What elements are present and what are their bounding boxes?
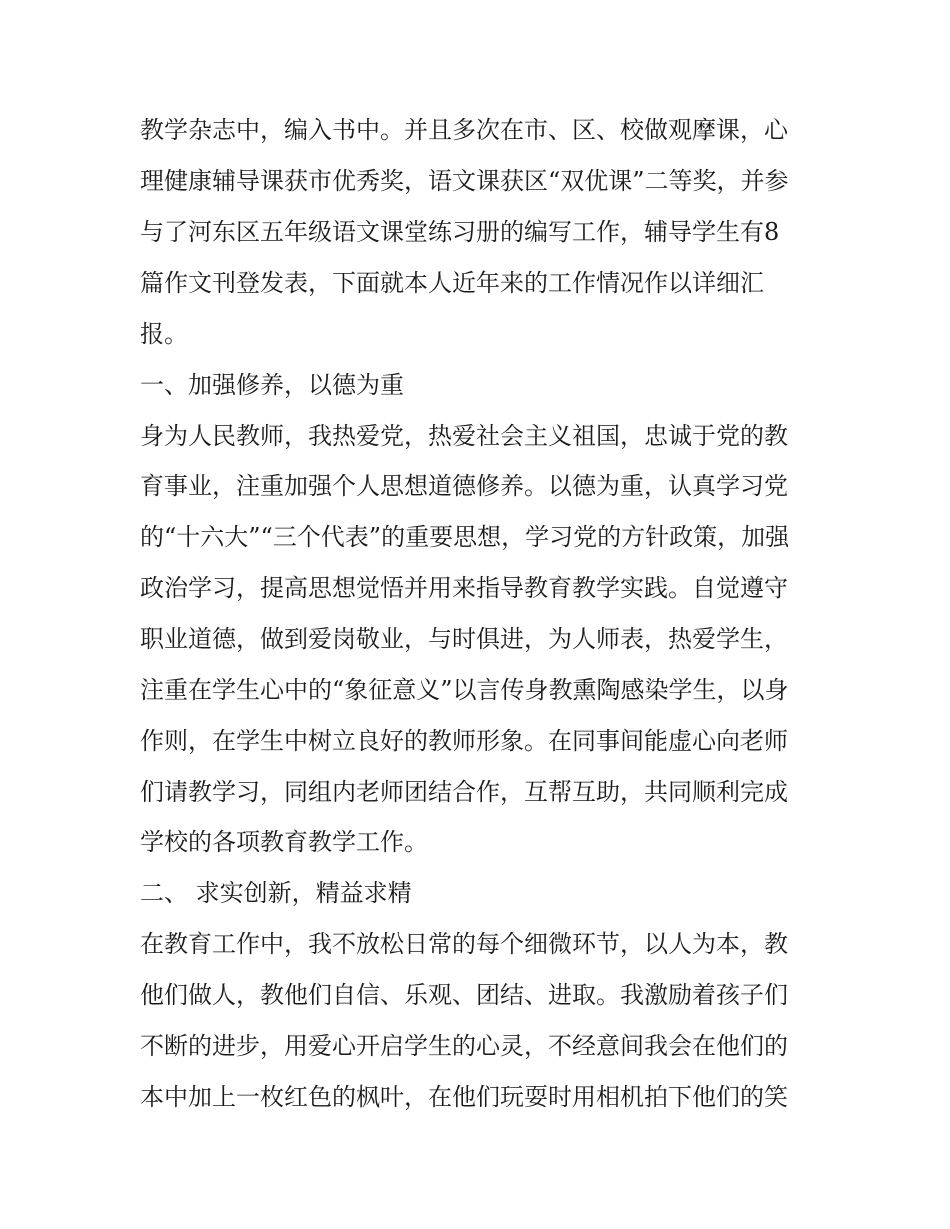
text-line: 教学杂志中，编入书中。并且多次在市、区、校做观摩课，心	[140, 116, 788, 144]
text-line: 育事业，注重加强个人思想道德修养。以德为重，认真学习党	[140, 472, 788, 500]
text-line: 他们做人，教他们自信、乐观、团结、进取。我激励着孩子们	[140, 981, 788, 1009]
section-heading: 一、加强修养，以德为重	[140, 371, 404, 399]
text-line: 不断的进步，用爱心开启学生的心灵，不经意间我会在他们的	[140, 1032, 788, 1060]
text-line: 本中加上一枚红色的枫叶，在他们玩耍时用相机拍下他们的笑	[140, 1083, 788, 1111]
text-line: 理健康辅导课获市优秀奖，语文课获区“双优课”二等奖，并参	[140, 167, 789, 195]
text-line: 职业道德，做到爱岗敬业，与时俱进，为人师表，热爱学生，	[140, 625, 788, 653]
text-line: 注重在学生心中的“象征意义”以言传身教熏陶感染学生，以身	[140, 676, 789, 704]
text-line: 身为人民教师，我热爱党，热爱社会主义祖国，忠诚于党的教	[140, 422, 788, 450]
text-line: 篇作文刊登发表，下面就本人近年来的工作情况作以详细汇	[140, 269, 764, 297]
text-line: 学校的各项教育教学工作。	[140, 828, 428, 856]
text-line: 与了河东区五年级语文课堂练习册的编写工作，辅导学生有8	[140, 218, 780, 246]
text-line: 政治学习，提高思想觉悟并用来指导教育教学实践。自觉遵守	[140, 574, 788, 602]
text-line: 的“十六大”“三个代表”的重要思想，学习党的方针政策，加强	[140, 523, 790, 551]
text-line: 作则，在学生中树立良好的教师形象。在同事间能虚心向老师	[140, 727, 788, 755]
section-heading: 二、 求实创新，精益求精	[140, 879, 412, 907]
text-line: 们请教学习，同组内老师团结合作，互帮互助，共同顺利完成	[140, 778, 788, 806]
text-line: 报。	[140, 320, 188, 348]
text-line: 在教育工作中，我不放松日常的每个细微环节，以人为本，教	[140, 930, 788, 958]
